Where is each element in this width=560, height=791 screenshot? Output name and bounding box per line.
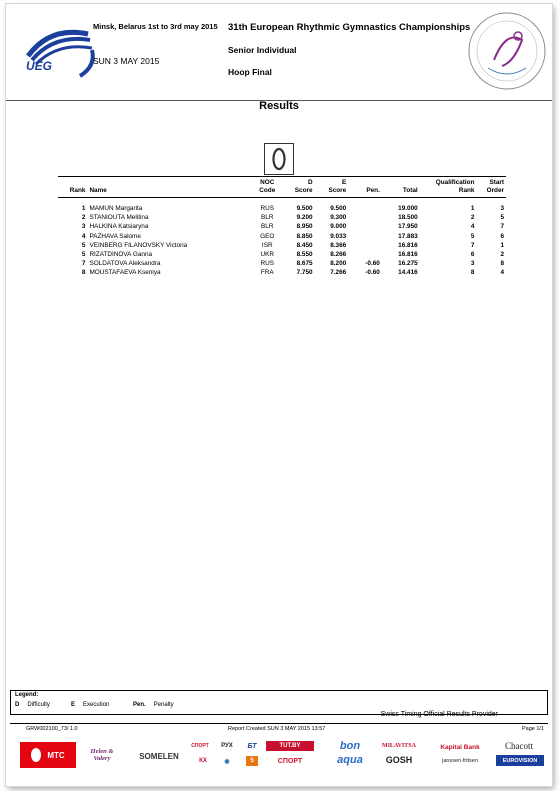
col-qual-rank [420, 177, 477, 198]
cell-d: 8.850 [296, 232, 313, 240]
results-table [58, 176, 506, 278]
table-row [58, 213, 506, 222]
cell-e: 9.500 [330, 205, 347, 212]
ueg-logo [20, 26, 100, 80]
hoop-apparatus-icon [264, 143, 294, 175]
mts-egg-icon [31, 748, 41, 762]
cell-rank: 8 [81, 269, 86, 277]
legend-key-d: D [15, 702, 20, 708]
sponsor-mts-label: МТС [47, 750, 65, 760]
table-row [58, 198, 506, 214]
cell-d: 8.450 [296, 241, 313, 249]
legend-penalty [133, 702, 174, 708]
cell-start: 1 [500, 241, 504, 249]
cell-qrank: 6 [470, 251, 475, 259]
cell-pen [348, 198, 382, 214]
table-row [58, 241, 506, 250]
col-d-line2: Score [294, 187, 313, 194]
table-row [58, 259, 506, 268]
cell-e: 9.033 [330, 232, 347, 240]
sponsor-milavitsa: MILAVITSA [382, 743, 416, 749]
sponsor-tutby: TUT.BY [266, 741, 314, 751]
sponsor-bt: БТ [247, 742, 257, 750]
col-start-line1: Start [489, 179, 504, 186]
cell-total: 17.883 [398, 232, 418, 240]
sponsor-eurovision: EUROVISION [496, 755, 544, 766]
cell-e: 9.000 [330, 223, 347, 231]
cell-e: 8.200 [330, 260, 347, 268]
cell-rank: 3 [81, 223, 86, 231]
cell-total: 19.000 [398, 205, 418, 212]
cell-rank: 5 [81, 241, 86, 249]
cell-noc: ISR [261, 241, 273, 249]
cell-rank: 2 [81, 214, 86, 222]
col-e-score [315, 177, 349, 198]
cell-total: 14.416 [398, 269, 418, 277]
cell-noc: GEO [260, 232, 275, 240]
table-row [58, 232, 506, 241]
cell-start: 3 [500, 205, 504, 212]
legend-execution [71, 702, 109, 708]
cell-noc: FRA [260, 269, 274, 277]
sponsor-5: 5 [246, 756, 258, 766]
cell-qrank: 1 [470, 205, 475, 212]
cell-start: 2 [500, 251, 504, 259]
col-d-line1: D [307, 179, 313, 186]
table-row [58, 222, 506, 231]
sponsor-sport-badge: КХ [199, 758, 207, 764]
header [6, 4, 552, 101]
legend-label-d: Difficulty [27, 702, 50, 708]
cell-d: 9.500 [296, 205, 313, 212]
col-e-line1: E [341, 179, 347, 186]
legend-difficulty [15, 702, 50, 708]
cell-name: VEINBERG FILANOVSKY Victoria [89, 241, 188, 249]
cell-d: 9.200 [296, 214, 313, 222]
cell-e: 8.366 [330, 241, 347, 249]
col-e-line2: Score [328, 187, 347, 194]
cell-e: 7.266 [330, 269, 347, 277]
legend-key-pen: Pen. [133, 702, 146, 708]
col-start-order [476, 177, 506, 198]
cell-d: 8.550 [296, 251, 313, 259]
cell-noc: UKR [260, 251, 274, 259]
cell-noc: BLR [261, 214, 274, 222]
championship-title: 31th European Rhythmic Gymnastics Championships [228, 22, 471, 33]
cell-start: 7 [500, 223, 504, 231]
legend-key-e: E [71, 702, 76, 708]
cell-d: 8.675 [296, 260, 313, 268]
sponsor-bonaqua-2: aqua [337, 754, 363, 766]
footer [10, 723, 548, 736]
col-qual-line2: Rank [458, 187, 475, 194]
cell-qrank: 3 [470, 260, 475, 268]
cell-total: 16.816 [398, 241, 418, 249]
cell-rank: 5 [81, 251, 86, 259]
cell-pen [348, 232, 382, 241]
cell-total: 18.500 [398, 214, 418, 222]
cell-pen: -0.60 [365, 269, 380, 277]
page-number: Page 1/1 [521, 726, 544, 732]
cell-d: 8.950 [296, 223, 313, 231]
sponsor-somelen: SOMELEN [139, 751, 179, 761]
cell-name: PAZHAVA Salome [89, 232, 141, 240]
cell-total: 16.275 [398, 260, 418, 268]
cell-start: 4 [500, 269, 504, 277]
cell-noc: RUS [260, 205, 274, 212]
cell-qrank: 8 [470, 269, 475, 277]
event-text: Hoop Final [228, 67, 272, 77]
cell-total: 16.816 [398, 251, 418, 259]
cell-start: 5 [500, 214, 504, 222]
col-d-score [281, 177, 315, 198]
cell-rank: 7 [81, 260, 86, 268]
cell-name: MAMUN Margarita [89, 205, 143, 212]
cell-qrank: 7 [470, 241, 475, 249]
cell-qrank: 5 [470, 232, 475, 240]
table-row [58, 250, 506, 259]
legend-label-pen: Penalty [153, 702, 174, 708]
cell-total: 17.950 [398, 223, 418, 231]
cell-start: 6 [500, 232, 504, 240]
sponsor-janssen-fritsen: janssen·fritsen [442, 758, 478, 764]
col-name: Name [87, 177, 253, 198]
col-qual-line1: Qualification [435, 179, 475, 186]
sponsor-sport-tv: СПОРТ [277, 757, 303, 765]
table-header-row [58, 177, 506, 198]
col-noc-line1: NOC [260, 179, 275, 186]
sponsor-strip [14, 738, 546, 774]
col-noc [254, 177, 281, 198]
cell-start: 8 [500, 260, 504, 268]
cell-name: RIZATDINOVA Ganna [89, 251, 153, 259]
sponsor-chacott: Chacott [505, 740, 533, 751]
cell-qrank: 2 [470, 214, 475, 222]
category-text: Senior Individual [228, 45, 297, 55]
cell-name: MOUSTAFAEVA Kseniya [89, 269, 161, 277]
sponsor-ryx: РУХ [221, 743, 233, 749]
legend-title: Legend: [15, 692, 39, 698]
championship-seal [466, 10, 548, 92]
sponsor-sport: СПОРТ [191, 743, 209, 749]
cell-pen [348, 222, 382, 231]
venue-text: Minsk, Belarus 1st to 3rd may 2015 [93, 22, 218, 31]
table-row [58, 268, 506, 277]
sponsor-mts [20, 742, 76, 768]
cell-noc: BLR [261, 223, 274, 231]
col-rank: Rank [58, 177, 87, 198]
results-sheet [6, 4, 552, 786]
cell-pen [348, 250, 382, 259]
cell-pen: -0.60 [365, 260, 380, 268]
report-created: Report Created SUN 3 MAY 2015 13:57 [228, 726, 326, 732]
cell-qrank: 4 [470, 223, 475, 231]
report-code: GRW002100_73/ 1.0 [26, 726, 78, 732]
legend-label-e: Execution [83, 702, 110, 708]
ueg-logo-text: UEG [26, 59, 53, 73]
results-provider: Swiss Timing Official Results Provider [380, 711, 498, 718]
cell-noc: RUS [260, 260, 274, 268]
sponsor-gosh: GOSH [385, 755, 413, 765]
cell-pen [348, 213, 382, 222]
cell-e: 8.266 [330, 251, 347, 259]
cell-rank: 4 [81, 232, 86, 240]
sponsor-helen-valery: Helen & Valery [90, 748, 114, 762]
date-text: SUN 3 MAY 2015 [93, 56, 160, 66]
col-total: Total [382, 177, 420, 198]
cell-name: SOLDATOVA Aleksandra [89, 260, 161, 268]
cell-name: STANIOUTA Melitina [89, 214, 149, 222]
sponsor-bonaqua-1: bon [339, 740, 361, 752]
col-penalty: Pen. [348, 177, 382, 198]
col-noc-line2: Code [259, 187, 276, 194]
cell-d: 7.750 [296, 269, 313, 277]
col-start-line2: Order [486, 187, 504, 194]
cell-pen [348, 241, 382, 250]
sponsor-ball-icon: ◉ [224, 758, 230, 765]
cell-e: 9.300 [330, 214, 347, 222]
results-heading: Results [259, 100, 299, 112]
cell-rank: 1 [81, 205, 86, 212]
cell-name: HALKINA Katsiaryna [89, 223, 149, 231]
sponsor-kapital-bank: Kapital Bank [440, 743, 480, 751]
